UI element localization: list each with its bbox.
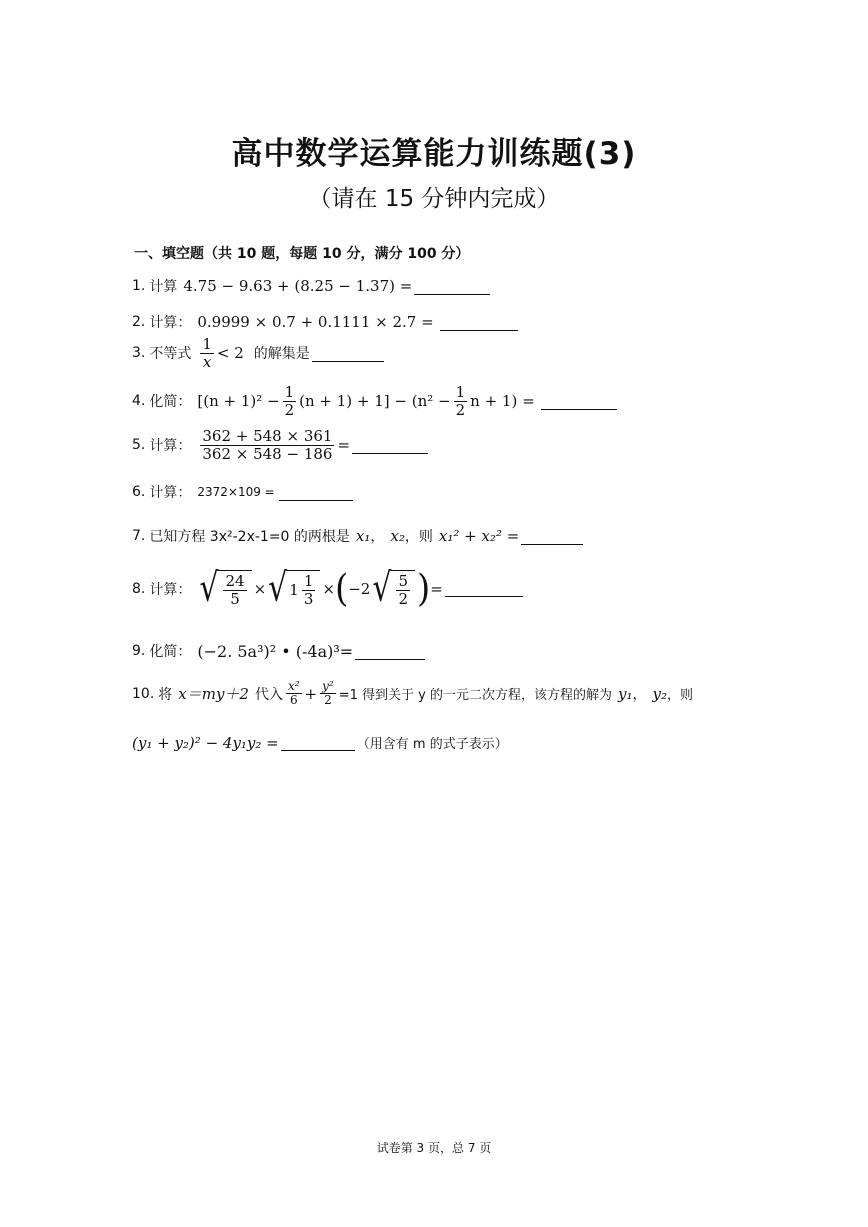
fraction: $\frac{\text{y²}}{2}$ bbox=[322, 679, 334, 708]
question-number: 8. bbox=[132, 580, 146, 597]
fraction: $\frac{1}{2}$ bbox=[284, 383, 295, 419]
question-2 bbox=[132, 312, 520, 332]
answer-blank[interactable] bbox=[440, 314, 518, 331]
question-number: 10. bbox=[132, 685, 155, 702]
question-number: 6. bbox=[132, 484, 146, 500]
answer-blank[interactable] bbox=[281, 734, 355, 751]
question-expression: 4.75 − 9.63 + (8.25 − 1.37) = bbox=[183, 277, 413, 295]
page-footer: 试卷第 3 页，总 7 页 bbox=[376, 1141, 492, 1155]
answer-blank[interactable] bbox=[541, 393, 617, 410]
question-expression: (−2. 5a³)² • (-4a)³= bbox=[197, 641, 354, 661]
question-3: 3. 不等式 $\frac{1}{x}$ < 2 的解集是 bbox=[132, 336, 386, 370]
fraction: $\frac{1}{2}$ bbox=[455, 383, 466, 419]
question-number: 9. bbox=[132, 643, 146, 659]
answer-blank[interactable] bbox=[445, 580, 523, 597]
question-10-line-2 bbox=[132, 733, 514, 752]
question-label: 化简： bbox=[149, 644, 192, 660]
question-expression: x₁² + x₂² = bbox=[438, 527, 520, 545]
page-title: 高中数学运算能力训练题(3) bbox=[231, 136, 637, 172]
answer-blank[interactable] bbox=[352, 437, 428, 454]
question-label: 不等式 bbox=[149, 346, 192, 362]
question-7: 7. 已知方程 3x²-2x-1=0 的两根是 x₁ ， x₂ ，则 x₁² + x₂² = bbox=[132, 526, 585, 546]
question-note: （用含有 m 的式子表示） bbox=[356, 737, 508, 752]
question-9 bbox=[132, 641, 427, 661]
fraction: $\frac{1}{x}$ bbox=[202, 335, 212, 371]
square-root: √ $\frac{24}{5}$ bbox=[199, 570, 251, 607]
answer-blank[interactable] bbox=[279, 484, 353, 501]
answer-blank[interactable] bbox=[312, 345, 384, 362]
question-text: 已知方程 3x²-2x-1=0 的两根是 bbox=[149, 529, 350, 545]
question-4: 4. 化简： [(n + 1)² − $\frac{1}{2}$ (n + 1) + 1] − (n² − $\frac{1}{2}$ n + 1) = bbox=[132, 384, 619, 418]
question-5: 5. 计算： $\frac{362 + 548 \times 361}{362 \times 548 - 186}$ = bbox=[132, 428, 430, 462]
answer-blank[interactable] bbox=[414, 278, 490, 295]
question-number: 4. bbox=[132, 393, 146, 409]
page-subtitle: （请在 15 分钟内完成） bbox=[308, 186, 560, 212]
square-root: √ $\frac{5}{2}$ bbox=[372, 570, 415, 607]
question-6 bbox=[132, 482, 355, 502]
question-number: 2. bbox=[132, 314, 146, 330]
square-root: √ 1 $\frac{1}{3}$ bbox=[268, 570, 320, 607]
question-10: 10. 将 x＝my＋2 代入 $\frac{\text{x²}}{6}$ + $\frac{\text{y²}}{2}$ =1 得到关于 y 的一元二次方程，该方程的解为 y₁ ， y₂ ，则 bbox=[132, 679, 693, 708]
question-expression: (y₁ + y₂)² − 4y₁y₂ = bbox=[132, 733, 279, 752]
question-8: 8. 计算： √ $\frac{24}{5}$ × √ 1 $\frac{1}{3}$ × ( −2 √ $\frac{5}{2}$ ) = bbox=[132, 570, 525, 607]
answer-blank[interactable] bbox=[521, 528, 583, 545]
section-heading: 一、填空题（共 10 题，每题 10 分，满分 100 分） bbox=[134, 246, 470, 262]
question-label: 计算： bbox=[149, 315, 192, 331]
question-number: 7. bbox=[132, 528, 146, 544]
question-number: 3. bbox=[132, 345, 146, 361]
question-label: 计算： bbox=[149, 485, 192, 501]
fraction: $\frac{\text{x²}}{6}$ bbox=[287, 679, 300, 708]
question-label: 化简： bbox=[149, 394, 192, 410]
question-1 bbox=[132, 276, 492, 296]
question-number: 5. bbox=[132, 437, 146, 453]
question-number: 1. bbox=[132, 278, 146, 294]
question-expression: 0.9999 × 0.7 + 0.1111 × 2.7 = bbox=[197, 313, 434, 331]
question-label: 计算 bbox=[149, 279, 178, 295]
question-label: 计算： bbox=[149, 438, 192, 454]
answer-blank[interactable] bbox=[355, 643, 425, 660]
question-label: 计算： bbox=[149, 581, 192, 598]
fraction: $\frac{362 + 548 \times 361}{362 \times 548 - 186}$ bbox=[202, 427, 333, 463]
question-expression: 2372×109 = bbox=[197, 485, 275, 499]
